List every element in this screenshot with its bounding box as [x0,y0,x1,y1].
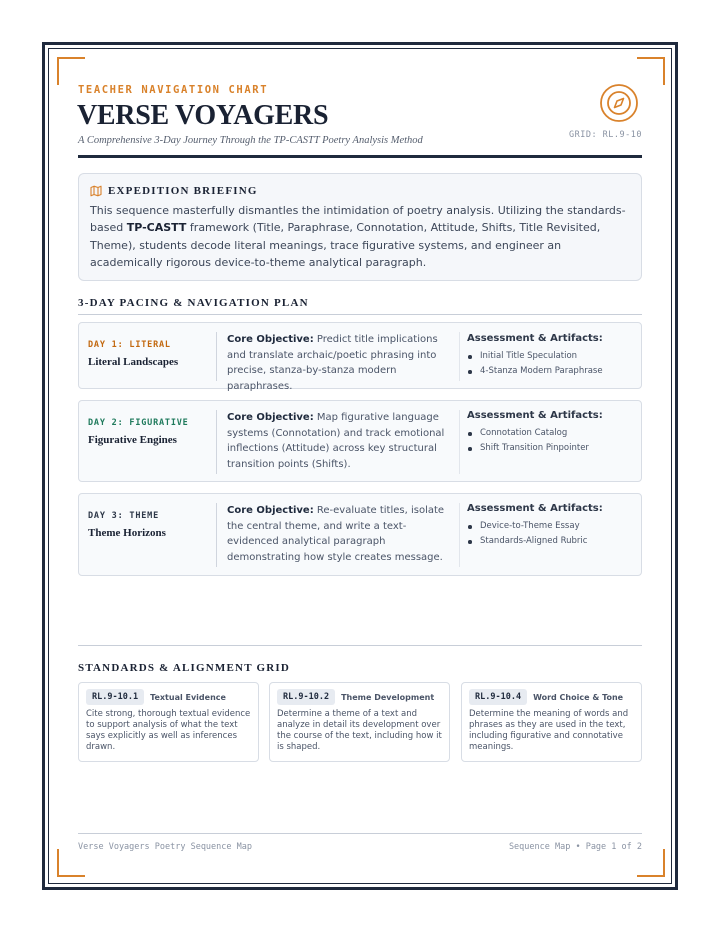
standards-section-title: STANDARDS & ALIGNMENT GRID [78,662,291,674]
standard-code: RL.9-10.2 [277,689,335,705]
pacing-rule [78,314,642,315]
standard-code: RL.9-10.1 [86,689,144,705]
expedition-briefing [78,173,642,281]
corner-bracket-top-left [57,57,85,85]
day-name: Literal Landscapes [88,356,179,368]
day-card-1 [78,322,642,392]
page-subtitle: A Comprehensive 3-Day Journey Through the TP-CASTT Poetry Analysis Method [78,135,423,146]
day-objective: Core Objective: Map figurative language systems (Connotation) and track emotional inflections (Attitude) across key structural transition points (Shifts). [227,412,445,470]
assessment-heading: Assessment & Artifacts: [467,503,603,514]
artifact-list [467,349,637,379]
standard-name: Theme Development [341,692,435,702]
standard-description: Cite strong, thorough textual evidence to support analysis of what the text says explicitly as well as inferences drawn. [86,709,251,752]
corner-bracket-bottom-right [637,849,665,877]
day-name: Figurative Engines [88,434,177,446]
day-tag: DAY 2: FIGURATIVE [88,418,189,428]
map-icon [90,185,102,197]
standard-description: Determine the meaning of words and phrases as they are used in the text, including figurative and connotative meanings. [469,709,629,752]
compass-icon [600,84,638,122]
briefing-text: This sequence masterfully dismantles the intimidation of poetry analysis. Utilizing the standards-based TP-CASTT framework (Title, Paraphrase, Connotation, Attitude, Shifts, Title Revisited, Theme), students decode literal meanings, trace figurative systems, and engineer an academically rigorous device-to-theme analytical paragraph. [90,204,626,269]
grid-code: GRID: RL.9-10 [568,130,642,140]
eyebrow-label: TEACHER NAVIGATION CHART [78,84,269,96]
standard-description: Determine a theme of a text and analyze in detail its development over the course of the text, including how it is shaped. [277,709,442,752]
day-card-2 [78,400,642,482]
tpcastt-term: TP-CASTT [126,221,187,235]
standard-name: Textual Evidence [150,692,226,702]
standard-card-3 [461,682,642,762]
assessment-heading: Assessment & Artifacts: [467,410,603,421]
standard-card-2 [269,682,450,762]
day-assessment [467,410,637,456]
page-title: VERSE VOYAGERS [77,100,329,131]
day-divider [216,410,217,474]
pacing-section-title: 3-DAY PACING & NAVIGATION PLAN [78,297,309,309]
standard-name: Word Choice & Tone [533,692,624,702]
day-objective: Core Objective: Predict title implications and translate archaic/poetic phrasing into precise, stanza-by-stanza modern paraphrases. [227,334,438,392]
header-rule [78,155,642,158]
day-divider-2 [459,503,460,567]
list-item: Device-to-Theme Essay [467,519,637,534]
artifact-list [467,519,637,549]
page-number: Sequence Map • Page 1 of 2 [508,842,642,852]
day-tag: DAY 3: THEME [88,511,160,521]
day-card-3 [78,493,642,576]
standard-card-1 [78,682,259,762]
briefing-heading: EXPEDITION BRIEFING [108,185,258,197]
list-item: Shift Transition Pinpointer [467,441,637,456]
day-divider-2 [459,332,460,381]
day-divider-2 [459,410,460,474]
day-assessment [467,333,637,379]
footer-title: Verse Voyagers Poetry Sequence Map [78,842,252,852]
list-item: 4-Stanza Modern Paraphrase [467,364,637,379]
day-name: Theme Horizons [88,527,166,539]
day-divider [216,332,217,381]
day-objective: Core Objective: Re-evaluate titles, isolate the central theme, and write a text-evidenced analytical paragraph demonstrating how style creates message. [227,505,445,563]
day-assessment [467,503,637,549]
corner-bracket-top-right [637,57,665,85]
list-item: Standards-Aligned Rubric [467,534,637,549]
artifact-list [467,426,637,456]
list-item: Initial Title Speculation [467,349,637,364]
assessment-heading: Assessment & Artifacts: [467,333,603,344]
day-tag: DAY 1: LITERAL [88,340,171,350]
briefing-header [90,185,630,197]
footer-rule [78,833,642,834]
standard-code: RL.9-10.4 [469,689,527,705]
day-divider [216,503,217,567]
standards-top-rule [78,645,642,646]
list-item: Connotation Catalog [467,426,637,441]
corner-bracket-bottom-left [57,849,85,877]
